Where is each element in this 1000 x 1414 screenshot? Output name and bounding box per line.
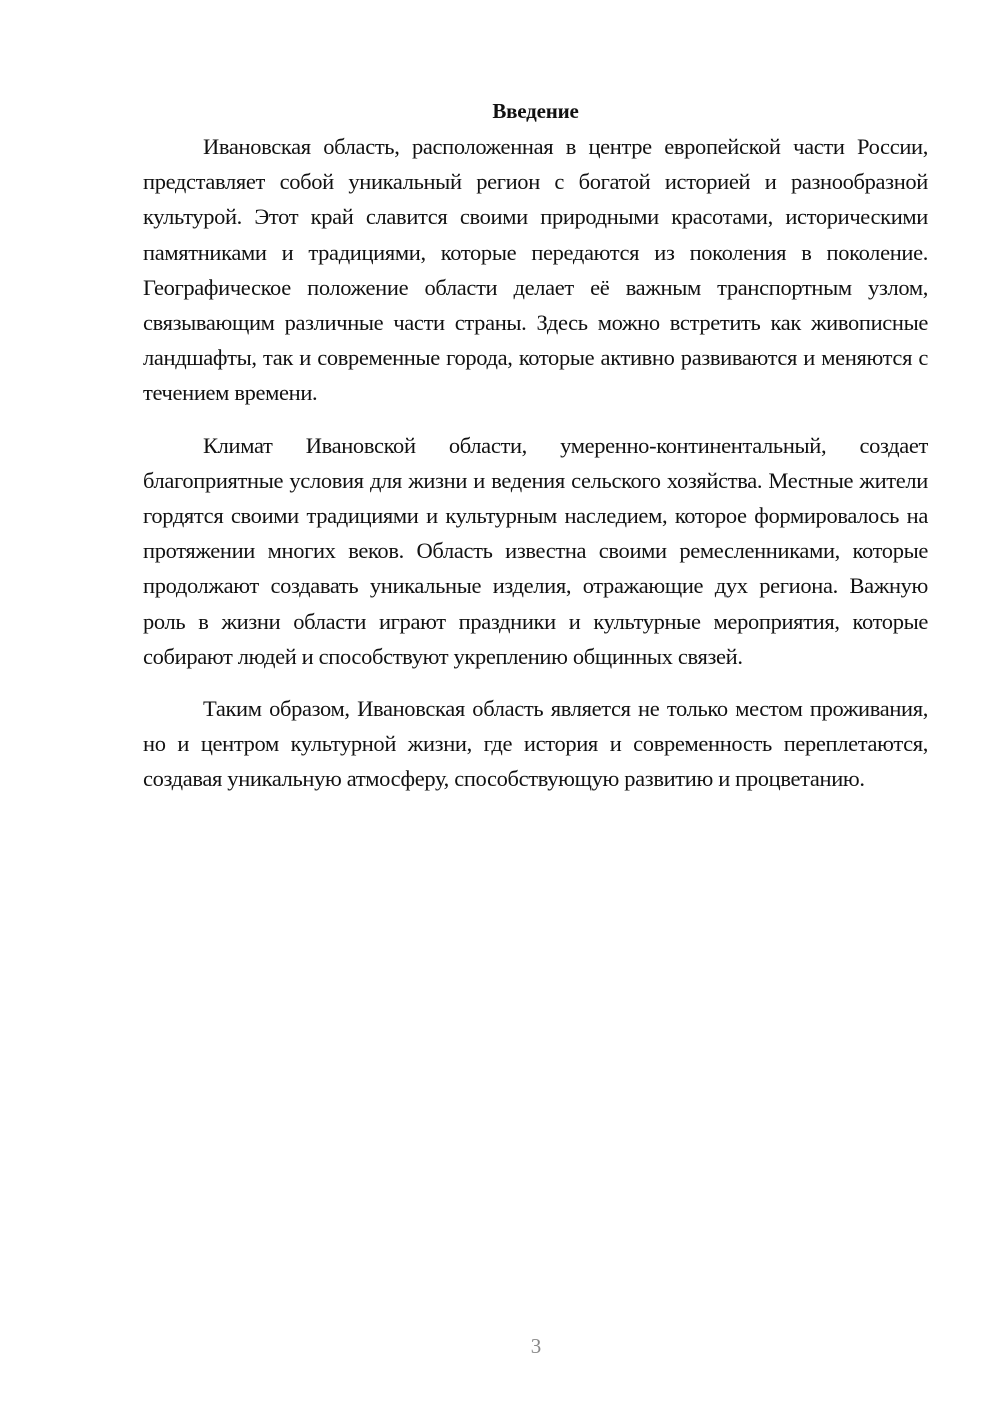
page-content: [143, 95, 928, 797]
paragraph-intro: Ивановская область, расположенная в центре европейской части России, представляет собой уникальный регион с богатой историей и разнообразной культурой. Этот край славится своими природными красотами, историческими памятниками и традициями, которые передаются из поколения в поколение. Географическое положение области делает её важным транспортным узлом, связывающим различные части страны. Здесь можно встретить как живописные ландшафты, так и современные города, которые активно развиваются и меняются с течением времени.: [143, 134, 928, 406]
paragraph-climate: Климат Ивановской области, умеренно-континентальный, создает благоприятные условия для жизни и ведения сельского хозяйства. Местные жители гордятся своими традициями и культурным наследием, которое формировалось на протяжении многих веков. Область известна своими ремесленниками, которые продолжают создавать уникальные изделия, отражающие дух региона. Важную роль в жизни области играют праздники и культурные мероприятия, которые собирают людей и способствуют укреплению общинных связей.: [143, 432, 928, 669]
paragraph-conclusion: Таким образом, Ивановская область является не только местом проживания, но и центром культурной жизни, где история и современность переплетаются, создавая уникальную атмосферу, способствующую развитию и процветанию.: [143, 696, 928, 792]
section-title: Введение: [492, 99, 579, 123]
page-number: 3: [530, 1334, 542, 1358]
